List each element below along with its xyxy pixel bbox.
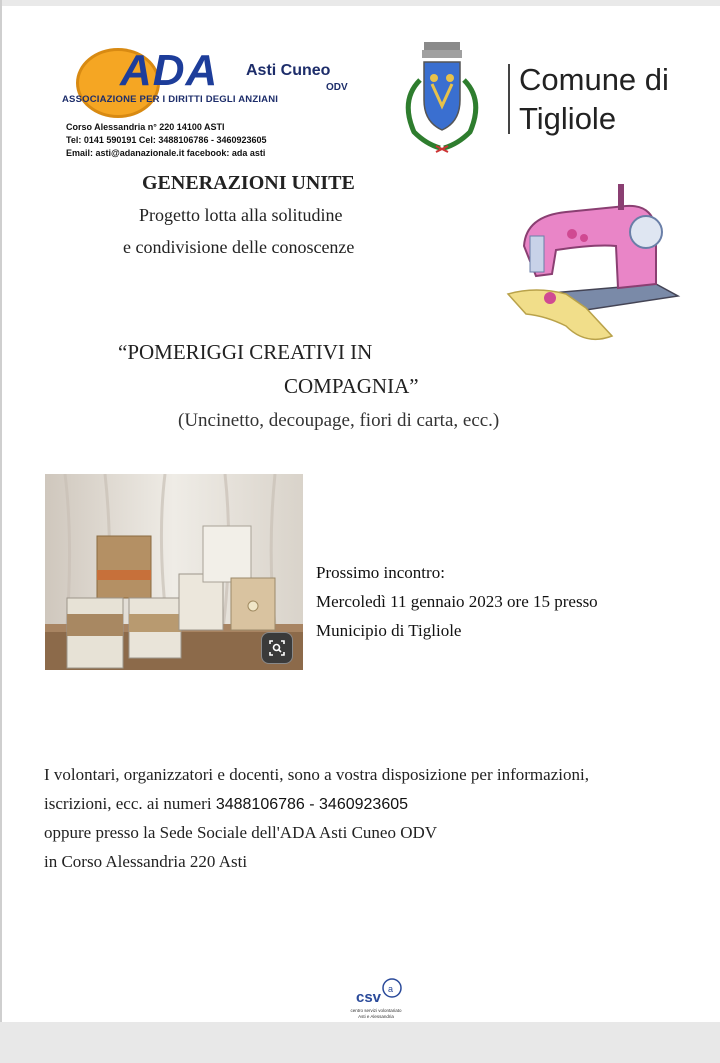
event-subtitle: (Uncinetto, decoupage, fiori di carta, ecc.) xyxy=(178,410,500,431)
csv-caption1: centro servizi volontariato xyxy=(350,1008,402,1013)
ada-logo xyxy=(58,44,358,164)
crest-icon xyxy=(392,40,492,160)
phone-separator: - xyxy=(304,796,320,813)
csv-caption2: Asti e Alessandria xyxy=(358,1014,394,1019)
left-edge xyxy=(0,0,2,1063)
ada-odv: ODV xyxy=(326,82,348,93)
phone-number-2[interactable]: 3460923605 xyxy=(319,796,409,813)
ada-address: Corso Alessandria n° 220 14100 ASTI xyxy=(66,122,225,132)
info-line3: oppure presso la Sede Sociale dell'ADA Asti Cuneo ODV xyxy=(44,823,438,842)
ada-logo-word: ADA xyxy=(120,46,219,95)
comune-name xyxy=(519,60,669,138)
comune-divider xyxy=(508,64,510,134)
ada-email: Email: asti@adanazionale.it facebook: ada asti xyxy=(66,148,266,158)
next-meeting-where: Municipio di Tigliole xyxy=(316,621,462,640)
magnifier-glyph xyxy=(268,639,286,657)
svg-text:a: a xyxy=(388,984,394,994)
ada-city: Asti Cuneo xyxy=(246,62,331,79)
comune-line2: Tigliole xyxy=(519,101,617,136)
event-title-line1: “POMERIGGI CREATIVI IN xyxy=(118,340,373,364)
sewing-machine-icon xyxy=(506,176,686,356)
next-meeting-label: Prossimo incontro: xyxy=(316,563,445,582)
project-line2: e condivisione delle conoscenze xyxy=(123,237,355,257)
ada-association-name: ASSOCIAZIONE PER I DIRITTI DEGLI ANZIANI xyxy=(62,94,279,105)
ada-phones: Tel: 0141 590191 Cel: 3488106786 - 3460923605 xyxy=(66,135,267,145)
next-meeting-when: Mercoledì 11 gennaio 2023 ore 15 presso xyxy=(316,592,598,611)
info-line2 xyxy=(44,794,408,814)
csv-logo xyxy=(336,972,416,1022)
zoom-lens-icon[interactable] xyxy=(261,632,293,664)
csv-logo-text: csv xyxy=(356,989,382,1006)
event-title-line2: COMPAGNIA” xyxy=(284,374,419,398)
comune-line1: Comune di xyxy=(519,62,669,97)
phone-number-1[interactable]: 3488106786 xyxy=(215,796,305,813)
info-line4: in Corso Alessandria 220 Asti xyxy=(44,852,248,871)
bottom-bar xyxy=(0,1022,720,1063)
info-line1: I volontari, organizzatori e docenti, sono a vostra disposizione per informazioni, xyxy=(44,765,589,784)
project-title: GENERAZIONI UNITE xyxy=(142,172,355,194)
top-bar xyxy=(0,0,720,6)
info-line2-prefix: iscrizioni, ecc. ai numeri xyxy=(44,794,216,813)
project-line1: Progetto lotta alla solitudine xyxy=(139,205,343,225)
